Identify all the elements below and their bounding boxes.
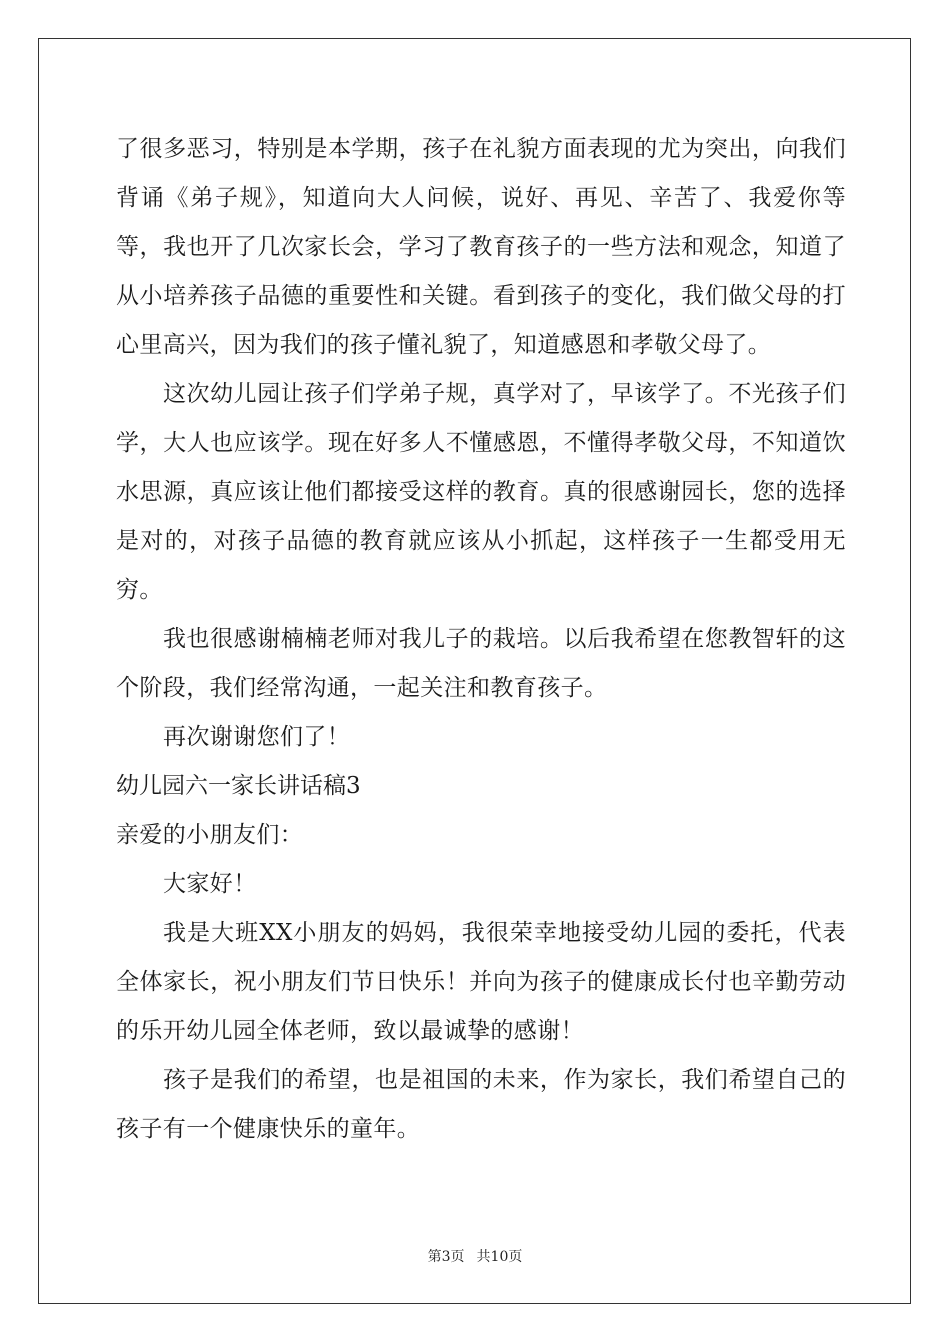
paragraph: 我也很感谢楠楠老师对我儿子的栽培。以后我希望在您教智轩的这个阶段，我们经常沟通，一起关注和教育孩子。 [116, 626, 846, 701]
page-number: 第3页 [427, 1249, 465, 1265]
page-footer [0, 1246, 950, 1266]
document-body [116, 125, 846, 1154]
page-total: 共10页 [476, 1249, 523, 1265]
paragraph-continued: 了很多恶习，特别是本学期，孩子在礼貌方面表现的尤为突出，向我们背诵《弟子规》，知道向大人问候，说好、再见、辛苦了、我爱你等等，我也开了几次家长会，学习了教育孩子的一些方法和观念，知道了从小培养孩子品德的重要性和关键。看到孩子的变化，我们做父母的打心里高兴，因为我们的孩子懂礼貌了，知道感恩和孝敬父母了。 [116, 136, 846, 358]
paragraph: 我是大班XX小朋友的妈妈，我很荣幸地接受幼儿园的委托，代表全体家长，祝小朋友们节日快乐！并向为孩子的健康成长付也辛勤劳动的乐开幼儿园全体老师，致以最诚挚的感谢！ [116, 920, 846, 1044]
greeting: 大家好！ [163, 871, 257, 897]
section-title: 幼儿园六一家长讲话稿3 [116, 773, 361, 799]
salutation: 亲爱的小朋友们： [116, 822, 304, 848]
paragraph: 再次谢谢您们了！ [163, 724, 351, 750]
paragraph: 这次幼儿园让孩子们学弟子规，真学对了，早该学了。不光孩子们学，大人也应该学。现在好多人不懂感恩，不懂得孝敬父母，不知道饮水思源，真应该让他们都接受这样的教育。真的很感谢园长，您的选择是对的，对孩子品德的教育就应该从小抓起，这样孩子一生都受用无穷。 [116, 381, 846, 603]
paragraph: 孩子是我们的希望，也是祖国的未来，作为家长，我们希望自己的孩子有一个健康快乐的童年。 [116, 1067, 846, 1142]
